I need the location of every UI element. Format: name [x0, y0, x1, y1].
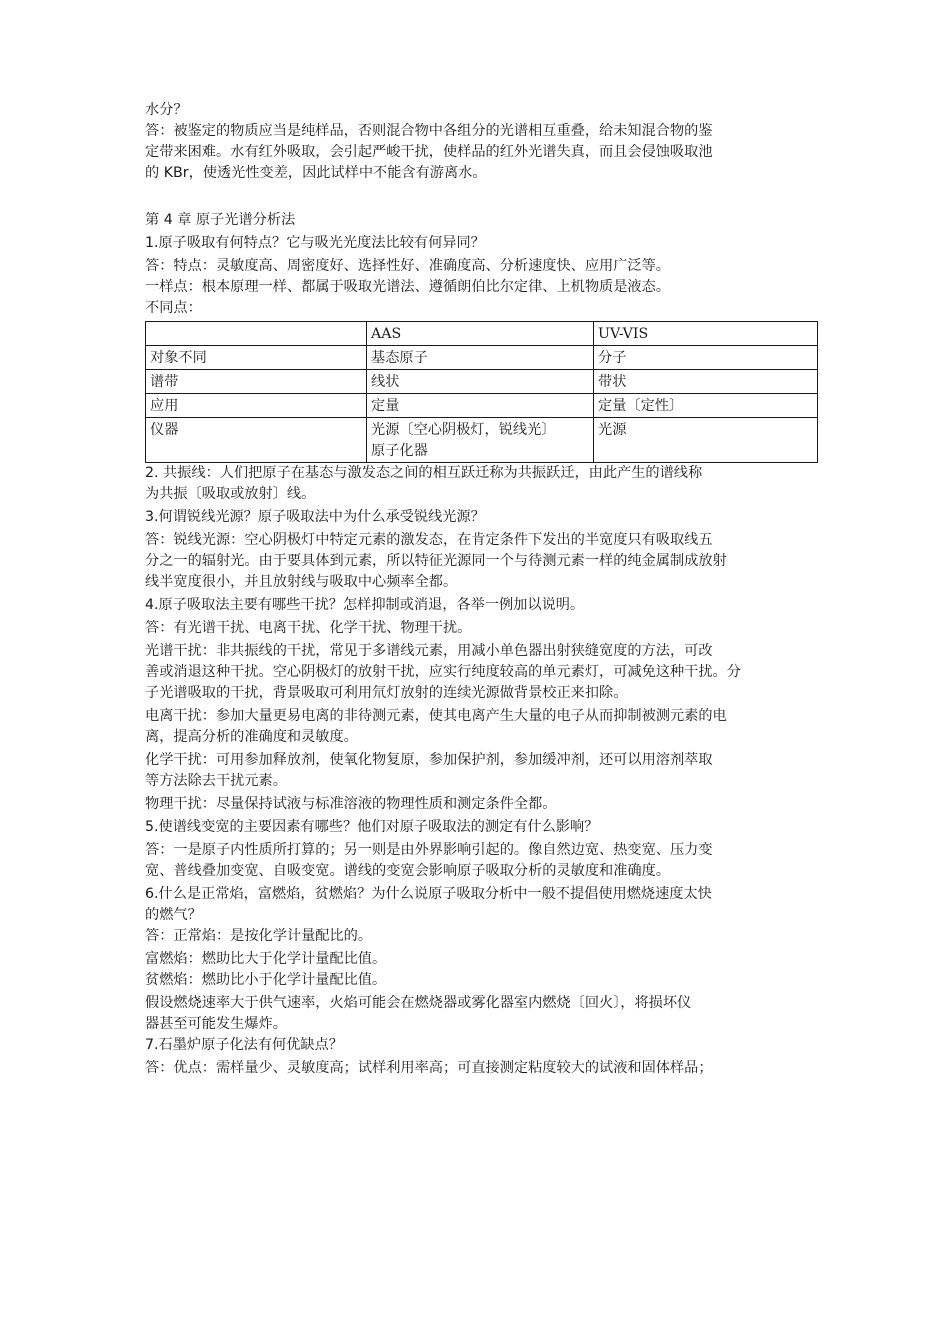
question-6: 的燃气？ — [145, 907, 202, 923]
answer-line: 物理干扰：尽量保持试液与标准溶液的物理性质和测定条件全都。 — [145, 796, 557, 812]
question-5: 5.使谱线变宽的主要因素有哪些？他们对原子吸取法的测定有什么影响？ — [145, 819, 599, 835]
table-cell — [146, 322, 367, 346]
answer-line: 器甚至可能发生爆炸。 — [145, 1016, 287, 1032]
answer-line: 等方法除去干扰元素。 — [145, 773, 287, 789]
answer-line: 不同点： — [145, 300, 202, 316]
answer-line: 答：一是原子内性质所打算的；另一则是由外界影响引起的。像自然边宽、热变宽、压力变 — [145, 842, 713, 858]
table-row — [146, 370, 818, 394]
question-1: 1.原子吸取有何特点？它与吸光光度法比较有何异同？ — [145, 235, 485, 251]
table-row — [146, 346, 818, 370]
table-cell: 分子 — [594, 346, 818, 370]
answer-line: 子光谱吸取的干扰，背景吸取可利用氘灯放射的连续光源做背景校正来扣除。 — [145, 685, 628, 701]
answer-line: 宽、普线叠加变宽、自吸变宽。谱线的变宽会影响原子吸取分析的灵敏度和准确度。 — [145, 863, 670, 879]
answer-line: 假设燃烧速率大于供气速率，火焰可能会在燃烧器或雾化器室内燃烧〔回火〕，将损坏仪 — [145, 995, 692, 1011]
table-cell: 对象不同 — [146, 346, 367, 370]
answer-line: 答：特点：灵敏度高、周密度好、选择性好、准确度高、分析速度快、应用广泛等。 — [145, 258, 670, 274]
answer-line: 答：正常焰：是按化学计量配比的。 — [145, 928, 373, 944]
table-cell: 基态原子 — [367, 346, 594, 370]
answer-line: 光谱干扰：非共振线的干扰，常见于多谱线元素，用减小单色器出射狭缝宽度的方法，可改 — [145, 643, 713, 659]
question-7: 7.石墨炉原子化法有何优缺点？ — [145, 1037, 343, 1053]
question-6: 6.什么是正常焰，富燃焰，贫燃焰？为什么说原子吸取分析中一般不提倡使用燃烧速度太快 — [145, 886, 712, 902]
text-line: 水分？ — [145, 102, 188, 118]
answer-line: 离，提高分析的准确度和灵敏度。 — [145, 729, 358, 745]
table-row — [146, 394, 818, 418]
table-cell-line: 光源〔空心阴极灯，锐线光〕 — [371, 422, 556, 438]
question-3: 3.何谓锐线光源？原子吸取法中为什么承受锐线光源？ — [145, 509, 485, 525]
chapter-heading: 第 4 章 原子光谱分析法 — [145, 212, 296, 228]
table-cell: 线状 — [367, 370, 594, 394]
table-header-row — [146, 322, 818, 346]
answer-line: 化学干扰：可用参加释放剂，使氧化物复原，参加保护剂，参加缓冲剂，还可以用溶剂萃取 — [145, 752, 713, 768]
comparison-table — [145, 321, 818, 463]
answer-line: 分之一的辐射光。由于要具体到元素，所以特征光源同一个与待测元素一样的纯金属制成放射 — [145, 553, 727, 569]
text-line: 的 KBr，使透光性变差，因此试样中不能含有游离水。 — [145, 165, 487, 181]
answer-line: 答：有光谱干扰、电离干扰、化学干扰、物理干扰。 — [145, 620, 472, 636]
answer-line: 一样点：根本原理一样、都属于吸取光谱法、遵循朗伯比尔定律、上机物质是液态。 — [145, 279, 670, 295]
table-cell: 应用 — [146, 394, 367, 418]
text-line: 2. 共振线：人们把原子在基态与激发态之间的相互跃迁称为共振跃迁，由此产生的谱线称 — [145, 465, 703, 481]
table-cell: 定量 — [367, 394, 594, 418]
text-line: 答：被鉴定的物质应当是纯样品，否则混合物中各组分的光谱相互重叠，给未知混合物的鉴 — [145, 123, 713, 139]
answer-line: 答：锐线光源：空心阴极灯中特定元素的激发态，在肯定条件下发出的半宽度只有吸取线五 — [145, 532, 713, 548]
answer-line: 善或消退这种干扰。空心阴极灯的放射干扰，应实行纯度较高的单元素灯，可减免这种干扰。分 — [145, 664, 741, 680]
table-header-aas: AAS — [367, 322, 594, 346]
table-cell-line: 原子化器 — [371, 443, 428, 459]
paragraph-gap — [145, 184, 817, 210]
answer-line: 富燃焰：燃助比大于化学计量配比值。 — [145, 951, 387, 967]
answer-line: 答：优点：需样量少、灵敏度高；试样利用率高；可直接测定粘度较大的试液和固体样品； — [145, 1060, 713, 1076]
answer-line: 电离干扰：参加大量更易电离的非待测元素，使其电离产生大量的电子从而抑制被测元素的电 — [145, 708, 727, 724]
table-cell: 谱带 — [146, 370, 367, 394]
table-row — [146, 418, 818, 463]
text-line: 为共振〔吸取或放射〕线。 — [145, 486, 316, 502]
table-cell: 定量〔定性〕 — [594, 394, 818, 418]
table-cell: 光源 — [594, 418, 818, 463]
table-cell: 带状 — [594, 370, 818, 394]
table-cell — [367, 418, 594, 463]
table-header-uvvis: UV-VIS — [594, 322, 818, 346]
answer-line: 贫燃焰：燃助比小于化学计量配比值。 — [145, 972, 387, 988]
document-page — [145, 100, 817, 1079]
table-cell: 仪器 — [146, 418, 367, 463]
text-line: 定带来困难。水有红外吸取，会引起严峻干扰，使样品的红外光谱失真，而且会侵蚀吸取池 — [145, 144, 713, 160]
answer-line: 线半宽度很小，并且放射线与吸取中心频率全都。 — [145, 574, 458, 590]
question-4: 4.原子吸取法主要有哪些干扰？怎样抑制或消退，各举一例加以说明。 — [145, 597, 585, 613]
